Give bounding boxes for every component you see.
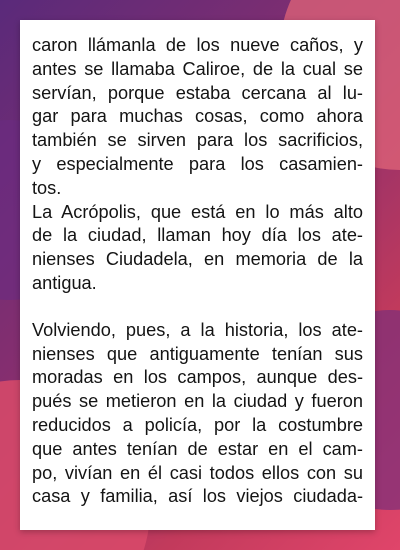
text-line: La Acrópolis, que está en lo más alto (32, 201, 363, 222)
text-line: que antes tenían de estar en el cam- (32, 438, 363, 459)
text-line: de la ciudad, llaman hoy día los ate- (32, 225, 363, 246)
text-line: antigua. (32, 272, 97, 293)
text-line: servían, porque estaba cercana al lu- (32, 82, 363, 103)
text-line: tos. (32, 177, 62, 198)
paragraph-gap (32, 296, 363, 319)
text-line: pués se metieron en la ciudad y fueron (32, 391, 363, 412)
text-line: po, vivían en él casi todos ellos con su (32, 462, 363, 483)
paragraph-1 (32, 34, 363, 201)
text-line: nienses Ciudadela, en memoria de la (32, 249, 363, 270)
text-line: reducidos a policía, por la costumbre (32, 414, 363, 435)
text-line: casa y familia, así los viejos ciudada- (32, 486, 363, 507)
text-line: moradas en los campos, aunque des- (32, 367, 363, 388)
document-page (20, 20, 375, 530)
text-line: nienses que antiguamente tenían sus (32, 343, 363, 364)
paragraph-2 (32, 201, 363, 296)
text-line: caron llámanla de los nueve caños, y (32, 35, 363, 55)
text-line: Volviendo, pues, a la historia, los ate- (32, 319, 363, 340)
paragraph-3 (32, 319, 363, 509)
text-line: también se sirven para los sacrificios, (32, 130, 363, 151)
text-line: y especialmente para los casamien- (32, 153, 363, 174)
text-line: gar para muchas cosas, como ahora (32, 106, 363, 127)
text-line: antes se llamaba Caliroe, de la cual se (32, 58, 363, 79)
